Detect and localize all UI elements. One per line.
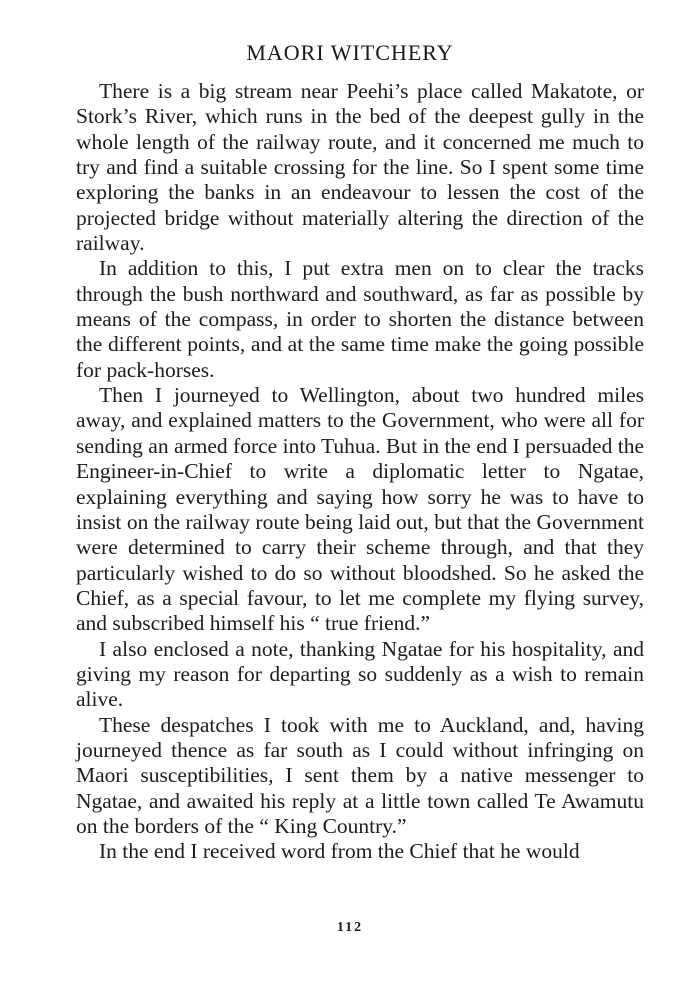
paragraph: These despatches I took with me to Auckland, and, having journeyed thence as far south as I could without infringing on Maori susceptibilities, I sent them by a native messenger to Ngatae, and awaited his reply at a little town called Te Awamutu on the borders of the “ King Country.” [76,712,644,838]
page-number: 112 [336,920,364,935]
body-text [76,79,644,865]
paragraph: In the end I received word from the Chief that he would [99,839,580,864]
paragraph: In addition to this, I put extra men on to clear the tracks through the bush northward and southward, as far as possible by means of the compass, in order to shorten the distance between the different points, and at the same time make the going possible for pack-horses. [76,256,644,382]
running-head: MAORI WITCHERY [246,40,454,65]
paragraph: Then I journeyed to Wellington, about two hundred miles away, and explained matters to the Government, who were all for sending an armed force into Tuhua. But in the end I persuaded the Engineer-in-Chief to write a diplomatic letter to Ngatae, explaining everything and saying how sorry he was to have to insist on the railway route being laid out, but that the Government were determined to carry their scheme through, and that they particularly wished to do so without bloodshed. So he asked the Chief, as a special favour, to let me complete my flying survey, and subscribed himself his “ true friend.” [76,383,644,636]
paragraph: I also enclosed a note, thanking Ngatae for his hospitality, and giving my reason for departing so suddenly as a wish to remain alive. [76,636,644,712]
paragraph: There is a big stream near Peehi’s place called Makatote, or Stork’s River, which runs in the bed of the deepest gully in the whole length of the railway route, and it concerned me much to try and find a suitable crossing for the line. So I spent some time exploring the banks in an endeavour to lessen the cost of the projected bridge without materially altering the direction of the railway. [76,79,644,256]
